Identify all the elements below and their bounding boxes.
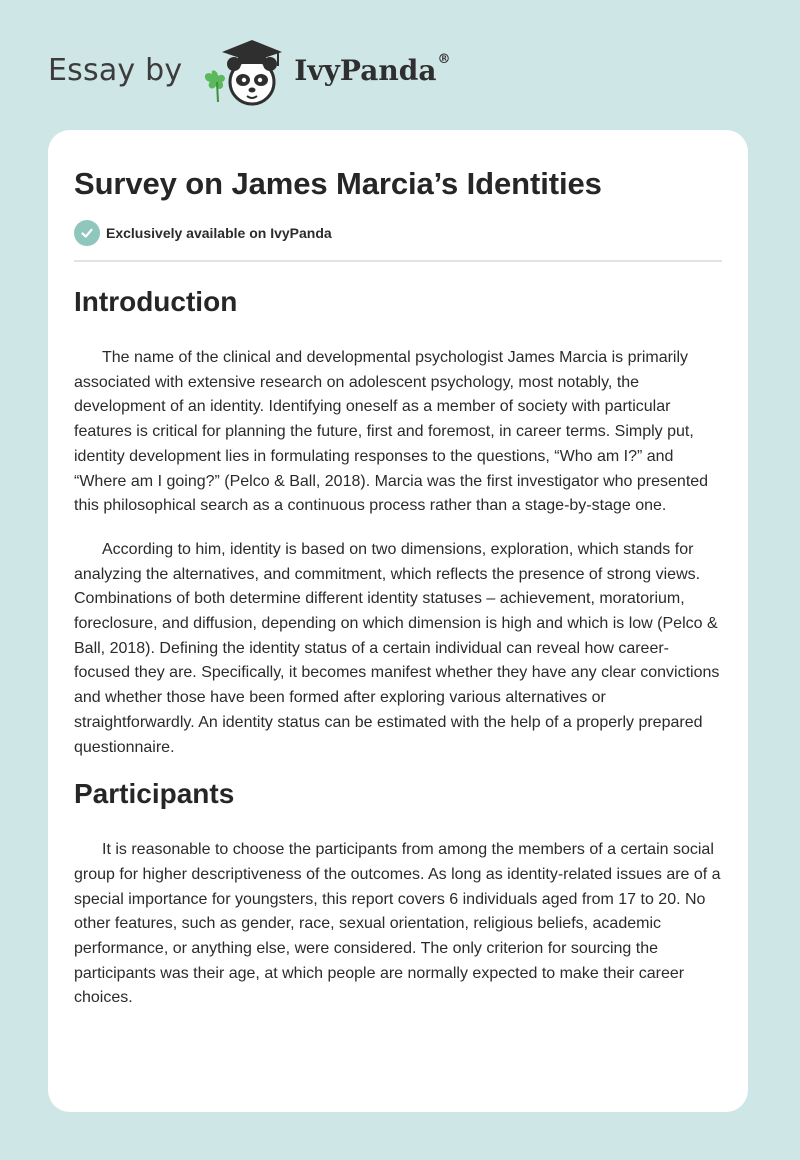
essay-card — [48, 130, 748, 1112]
exclusive-badge — [74, 220, 722, 246]
section-heading-introduction: Introduction — [74, 286, 238, 317]
check-icon — [74, 220, 100, 246]
exclusive-label: Exclusively available on IvyPanda — [106, 225, 332, 241]
brand-name[interactable]: IvyPanda® — [294, 52, 451, 87]
paragraph: According to him, identity is based on two dimensions, exploration, which stands for analyzing the alternatives, and commitment, which reflects the presence of strong views. Combinations of both determine different identity statuses – achievement, moratorium, foreclosure, and diffusion, depending on which dimension is high and which is low (Pelco & Ball, 2018). Defining the identity status of a certain individual can reveal how career-focused they are. Specifically, it becomes manifest whether they have any clear convictions and whether those have been formed after exploring various alternatives or straightforwardly. An identity status can be estimated with the help of a properly prepared questionnaire. — [74, 540, 720, 756]
site-header — [48, 30, 450, 110]
section-heading-participants: Participants — [74, 778, 235, 810]
divider — [74, 260, 722, 262]
paragraph: The name of the clinical and developmental psychologist James Marcia is primarily associated with extensive research on adolescent psychology, most notably, the development of an identity. Identifying oneself as a member of society with particular features is critical for planning the future, first and foremost, in career terms. Simply put, identity development lies in formulating responses to the questions, “Who am I?” and “Where am I going?” (Pelco & Ball, 2018). Marcia was the first investigator who presented this philosophical search as a continuous process rather than a stage-by-stage one. — [74, 349, 709, 515]
ivypanda-logo-icon[interactable] — [198, 30, 286, 110]
registered-mark: ® — [437, 52, 451, 68]
page-title: Survey on James Marcia’s Identities — [74, 166, 602, 201]
essay-by-label: Essay by — [48, 52, 183, 88]
paragraph: It is reasonable to choose the participants from among the members of a certain social group for higher descriptiveness of the outcomes. As long as identity-related issues are of a special importance for youngsters, this report covers 6 individuals aged from 17 to 20. No other features, such as gender, race, sexual orientation, religious beliefs, academic performance, or anything else, were considered. The only criterion for sourcing the participants was their age, at which people are normally expected to make their career choices. — [74, 841, 721, 1007]
